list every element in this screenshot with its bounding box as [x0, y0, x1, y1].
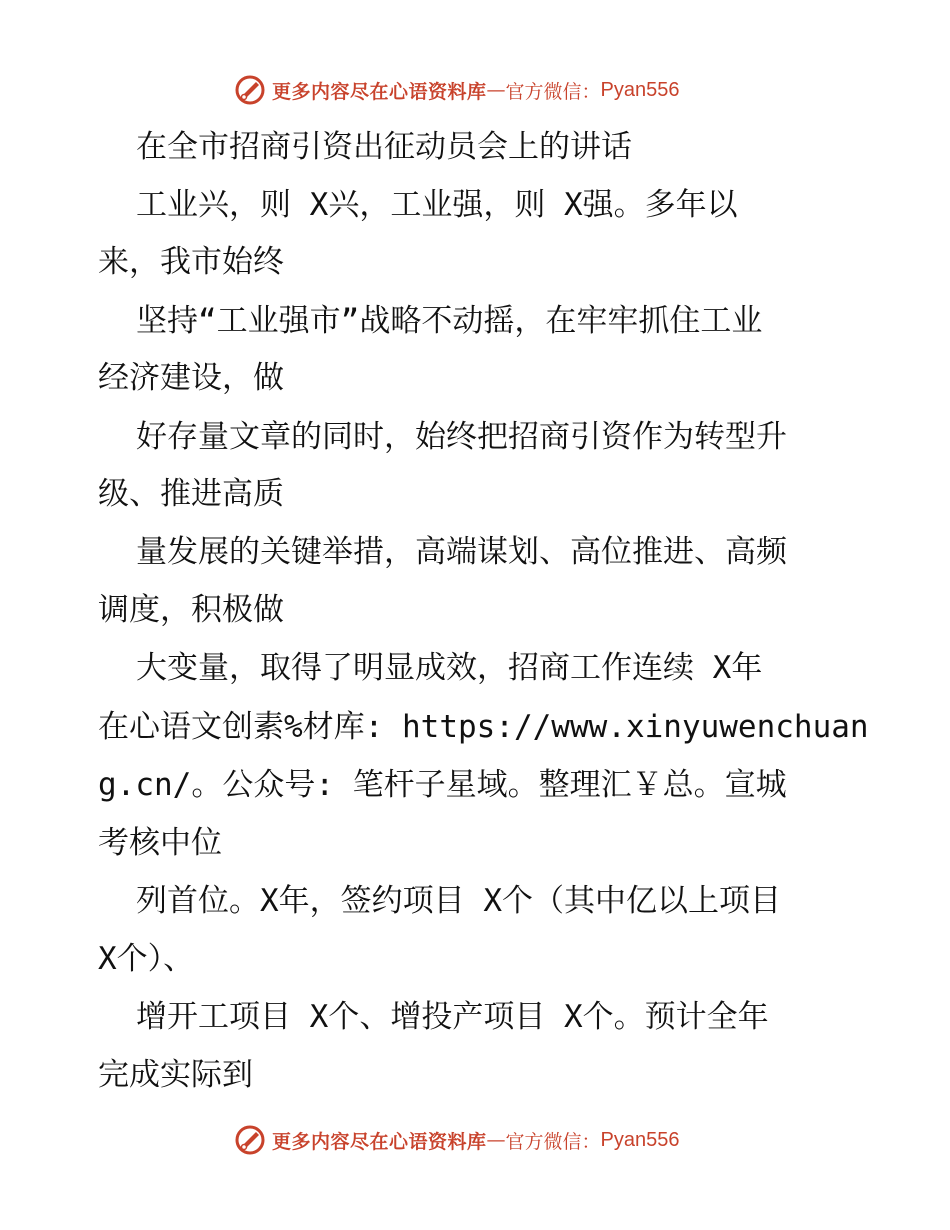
banner-wechat-id: Pyan556 — [600, 1128, 680, 1151]
brand-logo-icon — [234, 74, 266, 106]
body-line: 调度，积极做 — [98, 592, 284, 628]
banner-wechat-label: 官方微信 — [505, 1130, 582, 1153]
body-line: g.cn/。公众号: 笔杆子星域。整理汇￥总。宣城 — [98, 767, 787, 803]
body-line: 坚持“工业强市”战略不动摇，在牢牢抓住工业 — [136, 303, 763, 339]
body-line: 经济建设，做 — [98, 360, 284, 396]
body-line: 好存量文章的同时，始终把招商引资作为转型升 — [136, 419, 787, 455]
banner-wechat-label: 官方微信 — [505, 80, 582, 103]
body-line: X个）、 — [98, 941, 195, 977]
header-banner — [234, 72, 714, 108]
banner-lead-text: 更多内容尽在心语资料库 — [272, 1130, 487, 1153]
brand-logo-icon — [234, 1124, 266, 1156]
banner-dash: — — [486, 79, 506, 101]
body-line: 工业兴，则 X兴，工业强，则 X强。多年以 — [136, 187, 738, 223]
banner-separator: ： — [581, 80, 601, 103]
body-line: 在心语文创素%材库: https://www.xinyuwenchuan — [98, 709, 869, 745]
banner-wechat-id: Pyan556 — [600, 78, 680, 101]
body-line: 考核中位 — [98, 825, 222, 861]
banner-separator: ： — [581, 1130, 601, 1153]
banner-lead-text: 更多内容尽在心语资料库 — [272, 80, 487, 103]
body-line: 级、推进高质 — [98, 476, 284, 512]
body-line: 来，我市始终 — [98, 244, 284, 280]
body-line: 增开工项目 X个、增投产项目 X个。预计全年 — [136, 999, 769, 1035]
footer-banner — [234, 1122, 714, 1158]
body-line: 量发展的关键举措，高端谋划、高位推进、高频 — [136, 534, 787, 570]
document-title: 在全市招商引资出征动员会上的讲话 — [136, 129, 632, 165]
body-line: 完成实际到 — [98, 1057, 253, 1093]
body-line: 列首位。X年，签约项目 X个（其中亿以上项目 — [136, 883, 781, 919]
banner-dash: — — [486, 1129, 506, 1151]
body-line: 大变量，取得了明显成效，招商工作连续 X年 — [136, 650, 763, 686]
